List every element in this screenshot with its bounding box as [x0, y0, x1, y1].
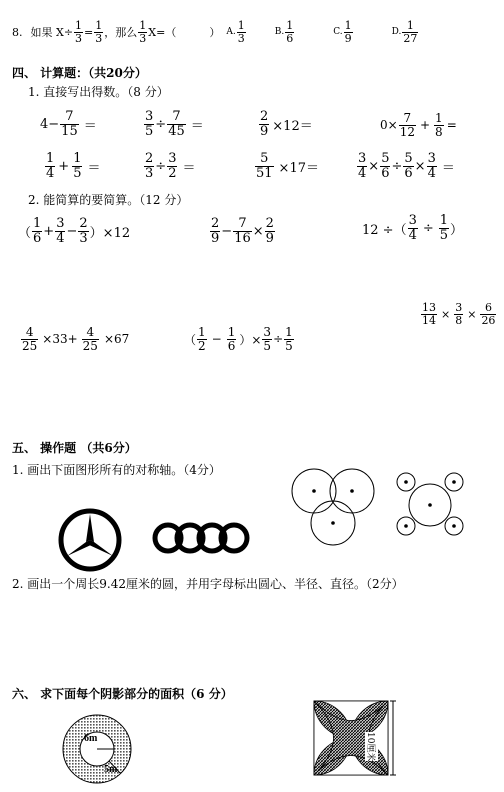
section-4-part-2: 2. 能简算的要简算。（12 分） [28, 193, 189, 207]
inner-radius-label: 6m [84, 733, 98, 744]
calc-3c: 12 ÷（ $\frac{3}{4}$ ÷ $\frac{1}{5}$ ） [362, 213, 464, 243]
option-a-fraction: $\frac{1}{3}$ [237, 19, 245, 45]
ring-width-label: 5m [104, 764, 118, 775]
square-side-label: 10厘米 [365, 732, 378, 761]
calc-4e: $\frac{13}{14}$ × $\frac{3}{8}$ × $\frac{6}{26}$ [422, 301, 496, 327]
calc-1c: $\frac{2}{9}$ ×12＝ [260, 109, 313, 139]
star-logo-figure [58, 508, 122, 572]
calc-2a: $\frac{1}{4}$ + $\frac{1}{5}$ ＝ [46, 151, 101, 181]
section-6-title: 六、 求下面每个阴影部分的面积（6 分） [12, 687, 233, 701]
section-5-title: 五、 操作题 （共6分） [12, 441, 137, 455]
calc-1a: 4− $\frac{7}{15}$ ＝ [40, 109, 97, 139]
calc-3b: $\frac{2}{9}$ − $\frac{7}{16}$ × $\frac{2}{9}$ [211, 216, 274, 246]
calc-2d: $\frac{3}{4}$ × $\frac{5}{6}$ ÷ $\frac{5}{6}$ × $\frac{3}{4}$ ＝ [358, 151, 455, 181]
option-b-fraction: $\frac{1}{6}$ [286, 19, 294, 45]
calc-1b: $\frac{3}{5}$ ÷ $\frac{7}{45}$ ＝ [145, 109, 204, 139]
calc-4b: （ $\frac{1}{2}$ − $\frac{1}{6}$ ）× $\frac{3}{5}$ ÷ $\frac{1}{5}$ [184, 325, 293, 353]
calc-2c: $\frac{5}{51}$ ×17＝ [256, 151, 319, 181]
fraction: $\frac{1}{3}$ [139, 19, 147, 45]
calc-4a: $\frac{4}{25}$ ×33+ $\frac{4}{25}$ ×67 [22, 325, 130, 353]
section-5-q1: 1. 画出下面图形所有的对称轴。（4分） [12, 463, 221, 477]
shaded-ring-figure [60, 712, 134, 786]
section-4-title: 四、 计算题：（共20分） [12, 66, 147, 80]
four-rings-figure [150, 520, 250, 556]
square-star-figure [310, 695, 402, 785]
calc-3a: （ $\frac{1}{6}$ + $\frac{3}{4}$ − $\frac{2}{3}$ ）×12 [18, 216, 131, 246]
option-d-fraction: $\frac{1}{27}$ [403, 19, 418, 45]
calc-1d: 0× $\frac{7}{12}$ + $\frac{1}{8}$ = [380, 111, 457, 139]
three-circles-figure [290, 466, 386, 550]
fraction: $\frac{1}{3}$ [75, 19, 83, 45]
fraction: $\frac{1}{3}$ [95, 19, 103, 45]
option-c-fraction: $\frac{1}{9}$ [344, 19, 352, 45]
section-4-part-1: 1. 直接写出得数。（8 分） [28, 85, 169, 99]
calc-2b: $\frac{2}{3}$ ÷ $\frac{3}{2}$ ＝ [145, 151, 196, 181]
section-5-q2: 2. 画出一个周长9.42厘米的圆，并用字母标出圆心、半径、直径。（2分） [12, 577, 404, 591]
question-8: 8. 如果 X÷ $\frac{1}{3}$ = $\frac{1}{3}$ ，那么 $\frac{1}{3}$ X=（ ） A. $\frac{1}{3}$ B. $\frac{1}{6}$ C. $\frac{1}{9}$ D. $\frac{1}{27}$ [12, 19, 418, 45]
five-circles-figure [394, 471, 466, 541]
